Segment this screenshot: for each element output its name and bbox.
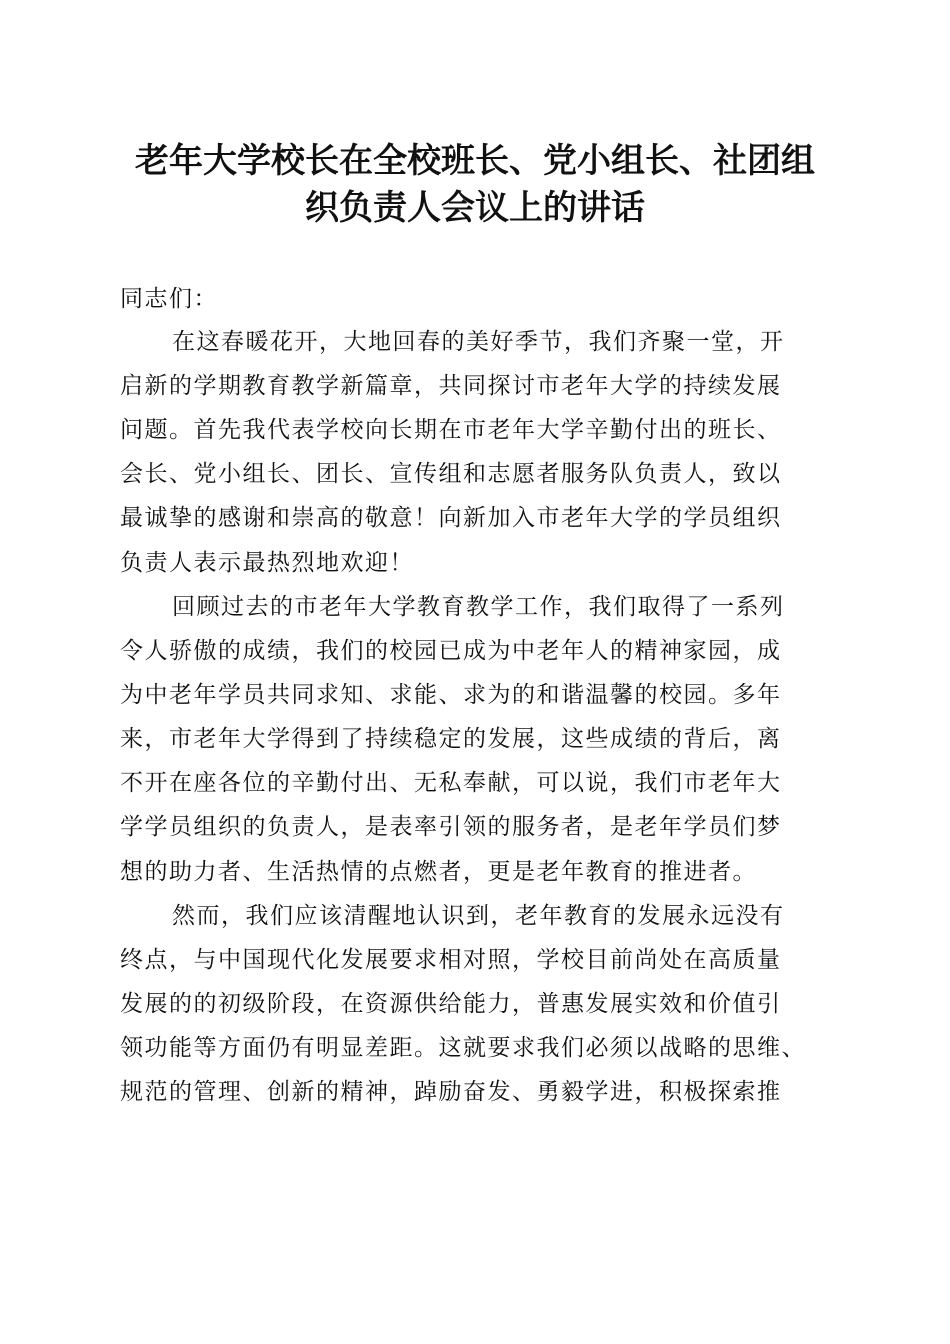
paragraph-1-line-3: 问题。首先我代表学校向长期在市老年大学辛勤付出的班长、	[120, 417, 782, 443]
paragraph-1-line-4: 会长、党小组长、团长、宣传组和志愿者服务队负责人，致以	[120, 461, 782, 487]
paragraph-1-line-2: 启新的学期教育教学新篇章，共同探讨市老年大学的持续发展	[120, 373, 782, 399]
salutation: 同志们：	[120, 286, 218, 312]
paragraph-3-line-2: 终点，与中国现代化发展要求相对照，学校目前尚处在高质量	[120, 947, 782, 973]
paragraph-2-line-4: 来，市老年大学得到了持续稳定的发展，这些成绩的背后，离	[120, 726, 782, 752]
paragraph-1-line-5: 最诚挚的感谢和崇高的敬意！向新加入市老年大学的学员组织	[120, 505, 782, 531]
document-title	[110, 138, 840, 232]
paragraph-3-line-3: 发展的的初级阶段，在资源供给能力，普惠发展实效和价值引	[120, 991, 782, 1017]
paragraph-2-line-7: 想的助力者、生活热情的点燃者，更是老年教育的推进者。	[120, 859, 757, 885]
title-line-2: 织负责人会议上的讲话	[305, 188, 645, 228]
paragraph-2-line-2: 令人骄傲的成绩，我们的校园已成为中老年人的精神家园，成	[120, 638, 782, 664]
paragraph-1-line-1: 在这春暖花开，大地回春的美好季节，我们齐聚一堂，开	[172, 329, 785, 355]
paragraph-1-line-6: 负责人表示最热烈地欢迎！	[120, 550, 414, 576]
paragraph-2-line-5: 不开在座各位的辛勤付出、无私奉献，可以说，我们市老年大	[120, 770, 782, 796]
paragraph-2-line-1: 回顾过去的市老年大学教育教学工作，我们取得了一系列	[172, 594, 785, 620]
paragraph-3-line-5: 规范的管理、创新的精神，踔励奋发、勇毅学进，积极探索推	[120, 1079, 782, 1105]
title-line-1: 老年大学校长在全校班长、党小组长、社团组	[135, 141, 815, 181]
paragraph-2-line-6: 学学员组织的负责人，是表率引领的服务者，是老年学员们梦	[120, 814, 782, 840]
paragraph-2-line-3: 为中老年学员共同求知、求能、求为的和谐温馨的校园。多年	[120, 682, 782, 708]
paragraph-3-line-4: 领功能等方面仍有明显差距。这就要求我们必须以战略的思维、	[120, 1035, 806, 1061]
paragraph-3-line-1: 然而，我们应该清醒地认识到，老年教育的发展永远没有	[172, 903, 785, 929]
